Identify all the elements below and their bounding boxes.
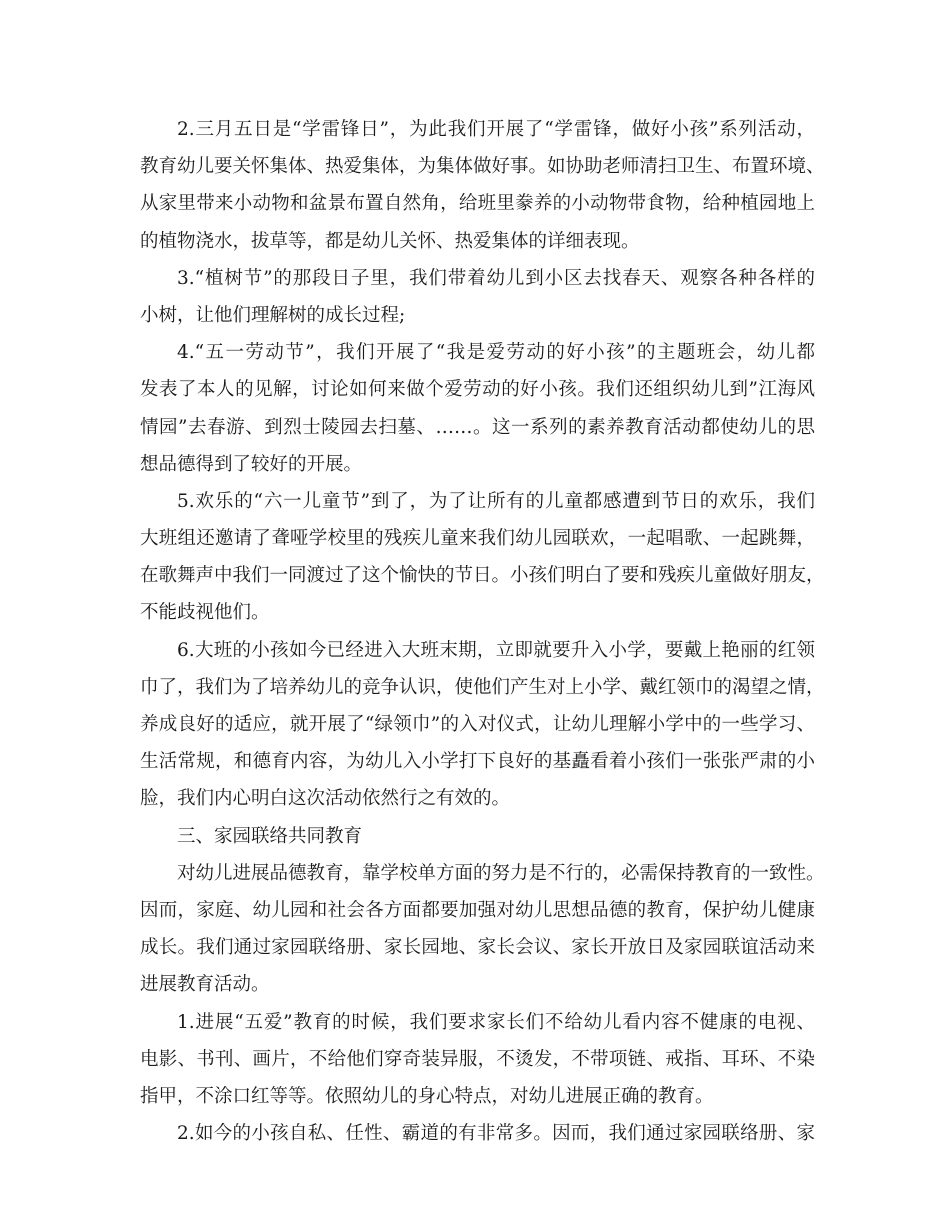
- text-line: 指甲，不涂口红等等。依照幼儿的身心特点，对幼儿进展正确的教育。: [140, 1085, 714, 1107]
- section-heading: [140, 818, 815, 855]
- paragraph-item-3: [140, 260, 815, 334]
- paragraph-item-6: [140, 632, 825, 818]
- text-line: 情园”去春游、到烈士陵园去扫墓、……。这一系列的素养教育活动都使幼儿的思: [140, 416, 815, 438]
- text-line: 电影、书刊、画片，不给他们穿奇装异服，不烫发，不带项链、戒指、耳环、不染: [140, 1048, 815, 1070]
- text-line: 3.“植树节”的那段日子里，我们带着幼儿到小区去找春天、观察各种各样的: [177, 267, 815, 289]
- text-line: 6.大班的小孩如今已经进入大班末期，立即就要升入小学，要戴上艳丽的红领: [177, 639, 815, 661]
- text-line: 5.欢乐的“六一儿童节”到了，为了让所有的儿童都感遭到节日的欢乐，我们: [177, 490, 815, 512]
- text-line: 在歌舞声中我们一同渡过了这个愉快的节日。小孩们明白了要和残疾儿童做好朋友，: [140, 565, 825, 587]
- text-line: 成长。我们通过家园联络册、家长园地、家长会议、家长开放日及家园联谊活动来: [140, 937, 815, 959]
- text-line: 1.进展“五爱”教育的时候，我们要求家长们不给幼儿看内容不健康的电视、: [177, 1011, 815, 1033]
- text-line: 4.“五一劳动节”，我们开展了“我是爱劳动的好小孩”的主题班会，幼儿都: [177, 342, 815, 364]
- text-line: 发表了本人的见解，讨论如何来做个爱劳动的好小孩。我们还组织幼儿到”江海风: [140, 379, 815, 401]
- section-heading-text: 三、家园联络共同教育: [177, 825, 363, 847]
- paragraph-item-5: [140, 483, 825, 632]
- text-line: 进展教育活动。: [140, 974, 270, 996]
- text-line: 生活常规，和德育内容，为幼儿入小学打下良好的基矗看着小孩们一张张严肃的小: [140, 751, 815, 773]
- text-line: 对幼儿进展品德教育，靠学校单方面的努力是不行的，必需保持教育的一致性。: [177, 862, 825, 884]
- text-line: 不能歧视他们。: [140, 602, 270, 624]
- text-line: 想品德得到了较好的开展。: [140, 453, 363, 475]
- paragraph-home-school-intro: [140, 855, 825, 1004]
- text-line: 脸，我们内心明白这次活动依然行之有效的。: [140, 788, 511, 810]
- paragraph-home-item-2: [140, 1115, 815, 1152]
- paragraph-item-2: [140, 111, 825, 260]
- text-line: 从家里带来小动物和盆景布置自然角，给班里豢养的小动物带食物，给种植园地上: [140, 193, 815, 215]
- paragraph-home-item-1: [140, 1004, 815, 1116]
- text-line: 因而，家庭、幼儿园和社会各方面都要加强对幼儿思想品德的教育，保护幼儿健康: [140, 899, 815, 921]
- text-line: 小树，让他们理解树的成长过程;: [140, 304, 406, 326]
- text-line: 的植物浇水，拔草等，都是幼儿关怀、热爱集体的详细表现。: [140, 230, 640, 252]
- text-line: 教育幼儿要关怀集体、热爱集体，为集体做好事。如协助老师清扫卫生、布置环境、: [140, 156, 825, 178]
- text-line: 养成良好的适应，就开展了“绿领巾”的入对仪式，让幼儿理解小学中的一些学习、: [140, 714, 815, 735]
- text-line: 2.如今的小孩自私、任性、霸道的有非常多。因而，我们通过家园联络册、家: [177, 1123, 815, 1145]
- paragraph-item-4: [140, 334, 815, 483]
- text-line: 大班组还邀请了聋哑学校里的残疾儿童来我们幼儿园联欢，一起唱歌、一起跳舞，: [140, 528, 815, 550]
- document-body: [140, 111, 825, 1152]
- text-line: 2.三月五日是“学雷锋日”，为此我们开展了“学雷锋，做好小孩”系列活动，: [177, 119, 815, 140]
- text-line: 巾了，我们为了培养幼儿的竞争认识，使他们产生对上小学、戴红领巾的渴望之情，: [140, 676, 825, 698]
